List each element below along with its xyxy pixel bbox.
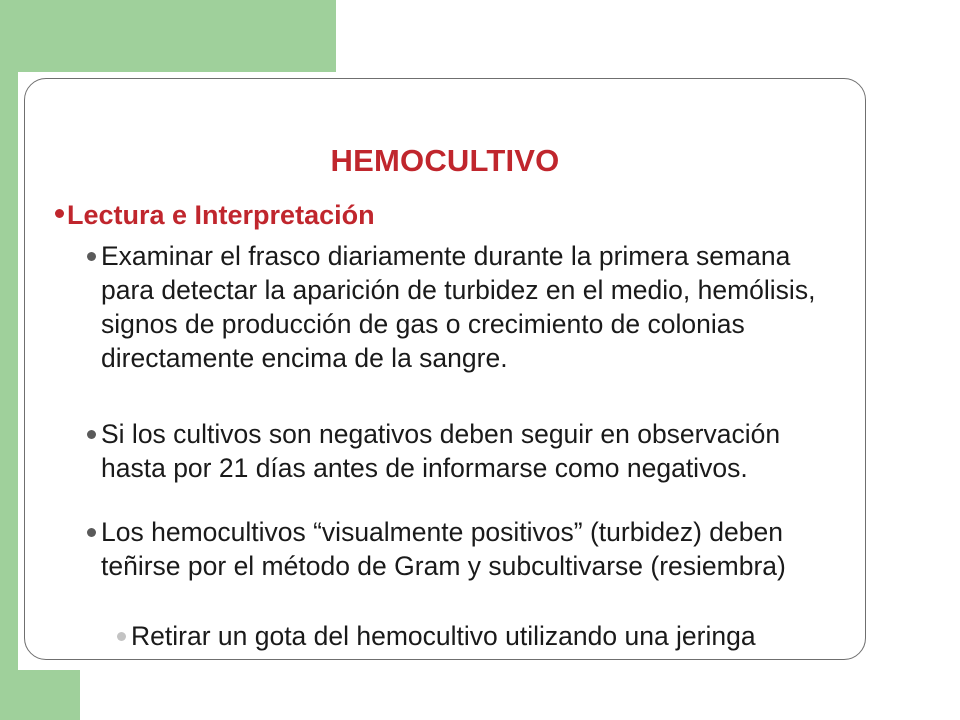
bullet-icon (87, 528, 96, 537)
bullet-icon (55, 209, 64, 218)
section-heading-text: Lectura e Interpretación (67, 200, 375, 230)
section-heading (55, 200, 375, 231)
bullet-icon (87, 430, 96, 439)
list-item (87, 515, 847, 583)
bullet-icon (117, 632, 126, 641)
sub-list-item (117, 619, 847, 653)
slide-card (24, 78, 866, 660)
list-item-text: Los hemocultivos “visualmente positivos” (turbidez) deben teñirse por el método de Gram y subcultivarse (resiembra) (101, 517, 786, 581)
sub-list-item-text: Retirar un gota del hemocultivo utilizando una jeringa (131, 621, 756, 651)
list-item-text: Examinar el frasco diariamente durante la primera semana para detectar la aparición de turbidez en el medio, hemólisis, signos de producción de gas o crecimiento de colonias directamente encima de la sangre. (101, 241, 816, 373)
bullet-icon (87, 252, 96, 261)
list-item (87, 417, 847, 485)
slide-title: HEMOCULTIVO (330, 143, 560, 178)
list-item (87, 239, 847, 375)
list-item-text: Si los cultivos son negativos deben seguir en observación hasta por 21 días antes de informarse como negativos. (101, 419, 781, 483)
